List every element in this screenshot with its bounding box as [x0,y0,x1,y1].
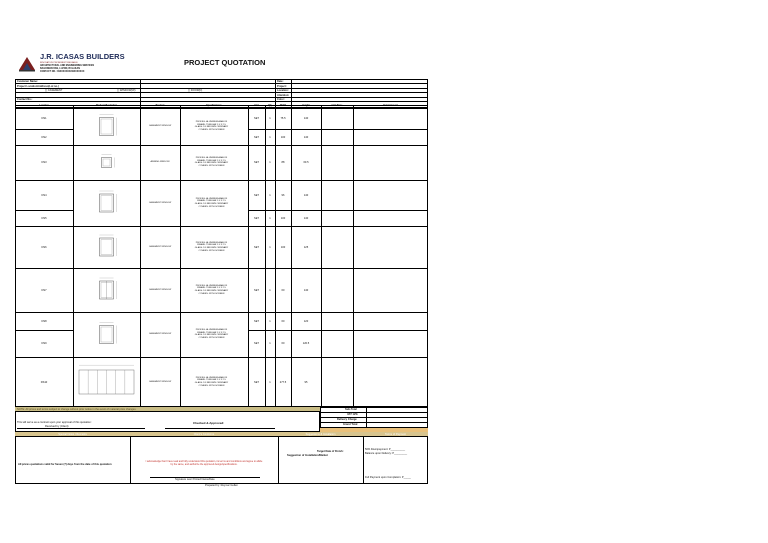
column-header: Qty [268,105,272,108]
specifications: PROFILE: ALUMINUM ANALOK FRAME: TUBULAR 1.5 X 2.5 GLASS: 1/4 BRONZE ORDINARY OTHERS: WITH SCREEN [194,197,229,208]
checked-approved-label: Checked & Approved: [193,421,225,425]
product-type: CASEMENT WINDOW [148,380,172,383]
row-code: DS8 [41,319,47,323]
company-contact: CONTACT NO.: 09XXXXXXX/09XXXXXXX [40,70,85,73]
row-code: DS9 [41,342,47,345]
specifications: PROFILE: ALUMINUM ANALOK FRAME: TUBULAR 1.5 X 2.5 GLASS: 1/4 BRONZE ORDINARY OTHERS: WITH SCREEN [194,284,229,295]
row-width: 75.5 [280,117,286,120]
row-qty: 1 [269,319,271,323]
column-header: Height [302,105,310,108]
product-type: CASEMENT WINDOW [148,245,172,248]
row-height: 120 [303,319,309,323]
company-tagline: INNOVATIVE PROMINENT RELIABLE [40,61,78,64]
product-type: CASEMENT WINDOW [148,333,172,335]
payment-downpayment: 50% Downpayment: P__________ [365,448,406,451]
row-height: 140 [303,193,309,197]
row-height: 140 [303,135,309,139]
option-door[interactable]: [ ] DOOR(D) [188,89,203,92]
date-label: Date: [277,80,284,83]
row-width: 60 [281,342,285,345]
row-code: DS7 [41,288,47,292]
row-code: DS2 [41,135,47,139]
column-header: Product [155,105,165,108]
row-unit: SET [253,216,260,220]
validity-text: All prices quotations valid for Seven (7) days from the date of this quotation [18,463,112,466]
row-unit: SET [253,193,260,197]
footer-h3: Suggestions & Installation [305,432,336,436]
row-qty: 1 [269,288,271,292]
column-header: Unit Price [331,105,343,108]
project-location-label: Project Location/Address(Lot no.) [17,84,59,88]
row-width: 60 [281,288,285,292]
row-height: 95 [304,380,308,384]
row-unit: SET [253,161,260,164]
row-code: DS10 [40,380,48,384]
row-height: 140 [303,288,309,292]
company-name: J.R. ICASAS BUILDERS [40,52,125,61]
color-label: Color: [277,98,285,101]
target-date-label: Target Date of Finish: [317,450,344,453]
footer-h4: Terms of Payment [385,432,406,436]
row-unit: SET [253,245,260,249]
row-qty: 1 [269,380,271,384]
page-title: PROJECT QUOTATION [184,58,266,67]
specifications: PROFILE: ALUMINUM ANALOK FRAME: TUBULAR 1.5 X 2.5 GLASS: 1/4 BRONZE ORDINARY OTHERS: WITH SCREEN [194,241,229,252]
row-qty: 1 [269,117,271,120]
row-width: 60 [281,319,285,323]
company-address: BAGONGBAYAN, LUZON, BULAKAN [40,67,80,70]
window-illustration [74,181,139,225]
project-label: Project: [277,84,287,88]
product-type: AWNING WINDOW [150,161,170,163]
row-width: 100 [280,216,286,220]
approval-text: This will serve as a contract upon your approval of this quotation: [17,421,92,424]
row-unit: SET [253,342,260,345]
product-type: CASEMENT WINDOW [148,201,172,204]
specifications: PROFILE: ALUMINUM ANALOK FRAME: TUBULAR 1.5 X 2.5 GLASS: 1/4 BRONZE ORDINARY OTHERS: WITH SCREEN [194,157,229,168]
suggestion-text: Suggestion of Installation/Market [287,454,328,457]
row-unit: SET [253,380,260,384]
column-header: Location [39,105,49,108]
row-width: 100 [280,245,286,249]
quotation-sheet [15,50,428,486]
specifications: PROFILE: ALUMINUM ANALOK FRAME: TUBULAR 1.5 X 2.5 GLASS: 1/4 BRONZE ORDINARY OTHERS: WITH SCREEN [194,376,229,387]
product-type: CASEMENT WINDOW [148,125,172,127]
row-code: DS5 [41,216,47,220]
grand-total-label: Grand Total [343,423,358,426]
column-header: Width [279,105,287,108]
delivery-label: Delivery Charge [337,418,357,421]
received-by-label: Received by (Client): [45,425,70,428]
row-unit: SET [253,135,260,139]
note-text: NOTE: All prices and terms subject to change without prior notice in the event of material price changes. [17,407,137,411]
row-height: 120.5 [302,342,310,345]
row-unit: SET [253,117,260,120]
window-illustration [74,109,139,144]
client-acknowledgement [145,461,263,467]
payment-balance: Balance upon Delivery: P_________ [365,452,408,455]
client-acknowledgement-text: I acknowledge that I have read and fully understood this quotation, its terms and conditions and agree to abide by the same, and authorize the approved design/specifications. [145,460,263,466]
row-width: 277.5 [279,380,287,384]
row-unit: SET [253,288,260,292]
row-qty: 1 [269,161,271,164]
option-window[interactable]: [ ] WINDOW(W) [117,89,136,92]
row-code: DS6 [41,245,47,249]
row-qty: 1 [269,193,271,197]
row-height: 140 [303,216,309,220]
row-height: 60.5 [303,161,309,164]
column-header: Unit [254,105,259,108]
customer-name-label: Customer Name: [17,80,38,83]
attention-label: Attention: [277,93,290,97]
window-illustration [74,146,139,179]
row-width: 96 [281,193,285,197]
product-type: CASEMENT WINDOW [148,288,172,291]
footer-h1: Special Notes / Remarks [58,432,87,436]
location-label: Location: [277,89,289,92]
window-illustration [74,269,139,311]
row-code: DS1 [41,117,47,120]
company-services: ARCHITECTURAL AND ENGINEERING SERVICES [40,64,95,67]
row-qty: 1 [269,135,271,139]
row-qty: 1 [269,342,271,345]
row-qty: 1 [269,216,271,220]
row-unit: SET [253,319,260,323]
row-height: 140 [303,117,309,120]
footer-h2: Client's Conforme [193,432,215,436]
row-code: DS4 [41,193,47,197]
window-illustration [74,313,139,356]
option-casement[interactable]: [ ] CASEMENT [45,89,63,92]
specifications: PROFILE: ALUMINUM ANALOK FRAME: TUBULAR 1.5 X 2.5 GLASS: 1/4 BRONZE ORDINARY OTHERS: WITH SCREEN [194,121,229,132]
contact-no-label: Contact No.: [17,98,33,101]
row-height: 125 [303,245,309,249]
row-width: 88 [281,161,285,164]
window-illustration [74,358,139,406]
subtotal-label: Sub-Total [345,408,357,411]
payment-completion: Full Payment upon Completion: P_____ [365,476,411,479]
column-header: Specifications [206,105,222,108]
row-qty: 1 [269,245,271,249]
signature-label: Signature over Printed Name/Date [175,478,215,481]
specifications: PROFILE: ALUMINUM ANALOK FRAME: TUBULAR 1.5 X 2.5 GLASS: 1/4 BRONZE ORDINARY OTHERS: WITH SCREEN [194,329,229,340]
column-header: Product Illustration [95,105,118,108]
row-code: DS3 [41,161,47,164]
company-logo [17,54,37,72]
row-width: 100 [280,135,286,139]
window-illustration [74,227,139,267]
column-header: Total Amount [383,105,398,108]
prepared-by: Prepared by: Reymar Gullen [205,484,238,487]
vat-label: VAT 12% [347,413,358,416]
